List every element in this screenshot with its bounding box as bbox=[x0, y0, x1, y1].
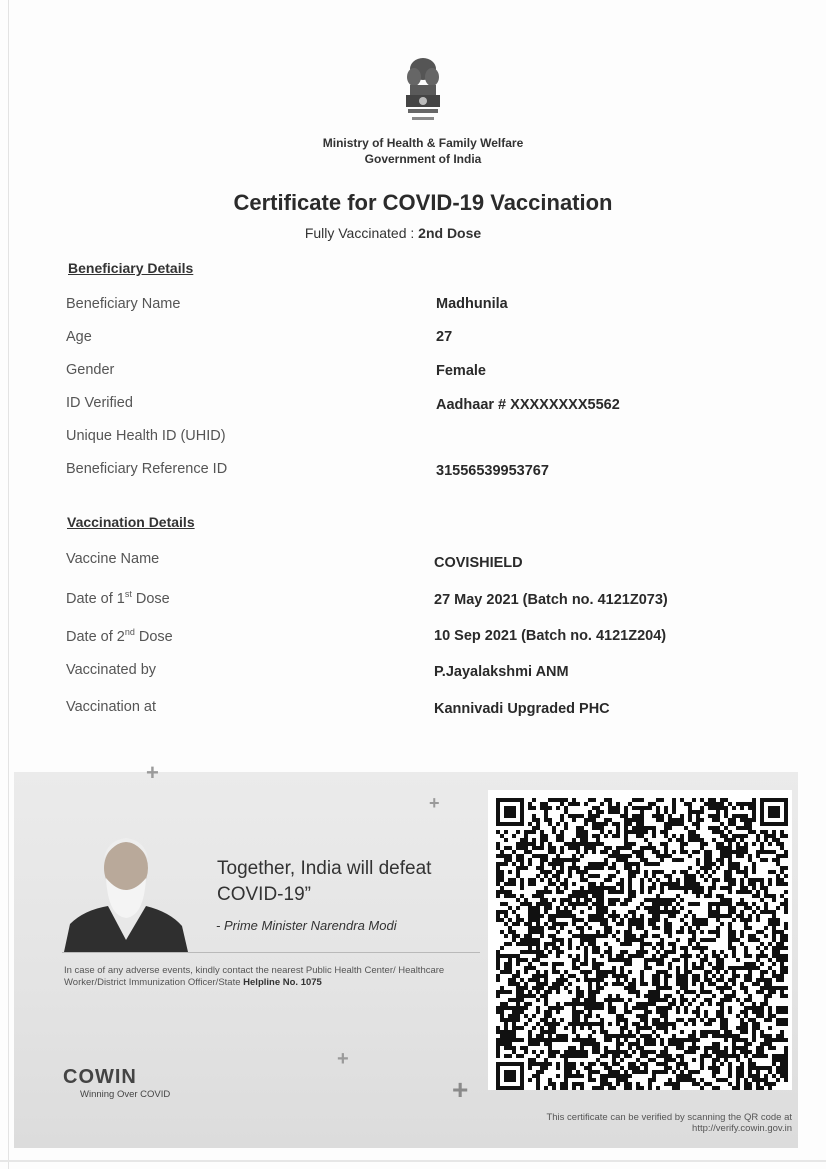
dose2-label-suffix: Dose bbox=[134, 628, 173, 645]
verification-note bbox=[480, 1112, 792, 1134]
vaccination-at-value: Kannivadi Upgraded PHC bbox=[434, 701, 610, 717]
dose1-label-suffix: Dose bbox=[131, 590, 170, 607]
plus-icon: + bbox=[452, 1074, 469, 1105]
vaccination-status bbox=[0, 225, 786, 241]
plus-icon: + bbox=[146, 760, 159, 785]
vaccine-name-label: Vaccine Name bbox=[66, 551, 160, 567]
id-verified-label: ID Verified bbox=[66, 395, 133, 411]
vaccinated-by-label: Vaccinated by bbox=[66, 662, 157, 678]
verification-text: This certificate can be verified by scanning the QR code at bbox=[546, 1112, 792, 1123]
beneficiary-name-label: Beneficiary Name bbox=[66, 296, 181, 312]
status-dose: 2nd Dose bbox=[418, 225, 482, 241]
ministry-name: Ministry of Health & Family Welfare bbox=[322, 136, 524, 150]
helpline-text: In case of any adverse events, kindly contact the nearest Public Health Center/ Healthcare Worker/District Immunization Officer/State bbox=[64, 965, 445, 988]
quote-line-1: Together, India will defeat bbox=[217, 858, 432, 879]
dose1-label-text: Date of 1 bbox=[66, 590, 125, 607]
dose1-date-label bbox=[66, 589, 170, 607]
dose1-label-ordinal: st bbox=[124, 589, 132, 599]
id-verified-value: Aadhaar # XXXXXXXX5562 bbox=[436, 397, 620, 413]
uhid-label: Unique Health ID (UHID) bbox=[66, 428, 226, 444]
quote-line-2: COVID-19” bbox=[217, 884, 311, 905]
prime-minister-photo bbox=[64, 828, 190, 952]
vaccine-name-value: COVISHIELD bbox=[434, 555, 523, 571]
vaccination-at-label: Vaccination at bbox=[66, 699, 157, 715]
qr-code-icon bbox=[488, 790, 792, 1090]
quote-attribution: - Prime Minister Narendra Modi bbox=[216, 918, 397, 933]
qr-code-panel bbox=[488, 790, 792, 1090]
status-prefix: Fully Vaccinated : bbox=[304, 225, 419, 241]
national-emblem-icon bbox=[396, 55, 450, 133]
gender-label: Gender bbox=[66, 362, 115, 378]
certificate-title: Certificate for COVID-19 Vaccination bbox=[233, 190, 613, 215]
cowin-tagline: Winning Over COVID bbox=[80, 1089, 171, 1100]
beneficiary-heading: Beneficiary Details bbox=[68, 260, 194, 276]
gender-value: Female bbox=[436, 363, 486, 379]
verification-url: http://verify.cowin.gov.in bbox=[692, 1123, 792, 1134]
plus-icon: + bbox=[429, 793, 440, 813]
dose2-label-text: Date of 2 bbox=[66, 628, 125, 645]
vaccination-heading: Vaccination Details bbox=[67, 514, 195, 530]
cowin-logo: COWIN bbox=[63, 1066, 137, 1088]
dose2-date-value: 10 Sep 2021 (Batch no. 4121Z204) bbox=[434, 628, 667, 644]
page-edge bbox=[0, 1160, 826, 1162]
reference-id-label: Beneficiary Reference ID bbox=[66, 461, 228, 477]
vaccinated-by-value: P.Jayalakshmi ANM bbox=[434, 664, 569, 680]
government-name: Government of India bbox=[364, 152, 482, 166]
pm-quote bbox=[217, 856, 431, 908]
page-edge bbox=[8, 0, 9, 1169]
dose1-date-value: 27 May 2021 (Batch no. 4121Z073) bbox=[434, 592, 668, 608]
reference-id-value: 31556539953767 bbox=[436, 463, 549, 479]
divider bbox=[62, 952, 480, 953]
helpline-notice bbox=[64, 965, 484, 989]
helpline-number: Helpline No. 1075 bbox=[243, 977, 322, 988]
dose2-label-ordinal: nd bbox=[124, 627, 135, 637]
dose2-date-label bbox=[66, 627, 173, 645]
age-value: 27 bbox=[436, 329, 453, 345]
plus-icon: + bbox=[337, 1048, 349, 1070]
age-label: Age bbox=[66, 329, 92, 345]
beneficiary-name-value: Madhunila bbox=[436, 296, 508, 312]
